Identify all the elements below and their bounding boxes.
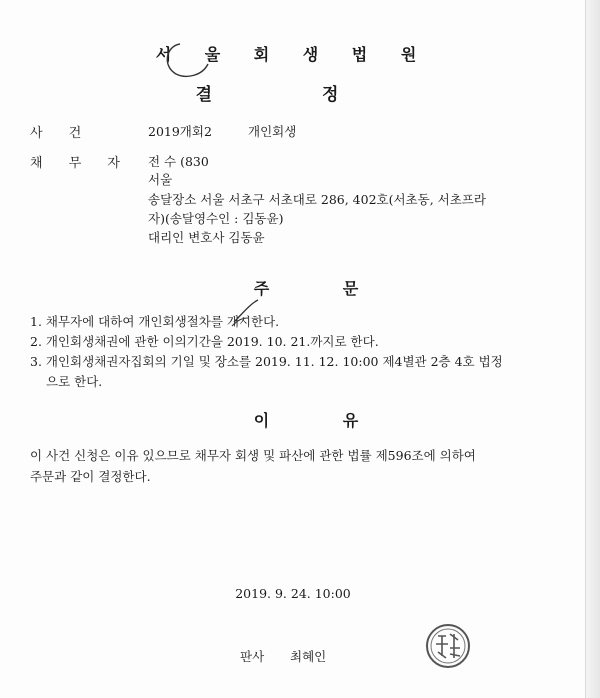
page-edge-shadow (585, 0, 600, 698)
reason-line-1: 이 사건 신청은 이유 있으므로 채무자 회생 및 파산에 관한 법률 제596조에 의하여 (30, 448, 476, 463)
order-item-1: 1. 채무자에 대하여 개인회생절차를 개시한다. (30, 314, 280, 329)
delivery-address-line1: 송달장소 서울 서초구 서초대로 286, 402호(서초동, 서초프라 (148, 192, 486, 207)
order-item-3: 3. 개인회생채권자집회의 기일 및 장소를 2019. 11. 12. 10:00 제4별관 2층 4호 법정 (30, 354, 503, 369)
case-type: 개인회생 (248, 124, 297, 139)
reason-heading: 이 유 (253, 411, 393, 430)
case-number: 2019개회2 (148, 124, 212, 139)
decision-title: 결 정 (195, 85, 391, 105)
agent-line: 대리인 변호사 김동윤 (148, 230, 265, 245)
judge-title: 판사 (240, 649, 265, 664)
handwritten-circle-mark (158, 36, 228, 82)
debtor-name: 전 수 (830 (148, 154, 209, 169)
debtor-label: 채 무 자 (30, 156, 131, 171)
judge-name: 최혜인 (290, 649, 327, 664)
order-item-3-continued: 으로 한다. (46, 374, 103, 389)
handwritten-check-mark (228, 296, 262, 330)
judge-seal-icon (424, 622, 472, 670)
court-name: 서 울 회 생 법 원 (155, 45, 431, 64)
reason-line-2: 주문과 같이 결정한다. (30, 469, 151, 484)
debtor-address: 서울 (148, 172, 173, 187)
case-label: 사 건 (30, 126, 93, 141)
decision-date: 2019. 9. 24. 10:00 (235, 586, 351, 601)
order-heading: 주 문 (253, 279, 393, 298)
delivery-address-line2: 자)(송달영수인 : 김동윤) (148, 211, 284, 226)
order-item-2: 2. 개인회생채권에 관한 이의기간을 2019. 10. 21.까지로 한다. (30, 334, 379, 349)
